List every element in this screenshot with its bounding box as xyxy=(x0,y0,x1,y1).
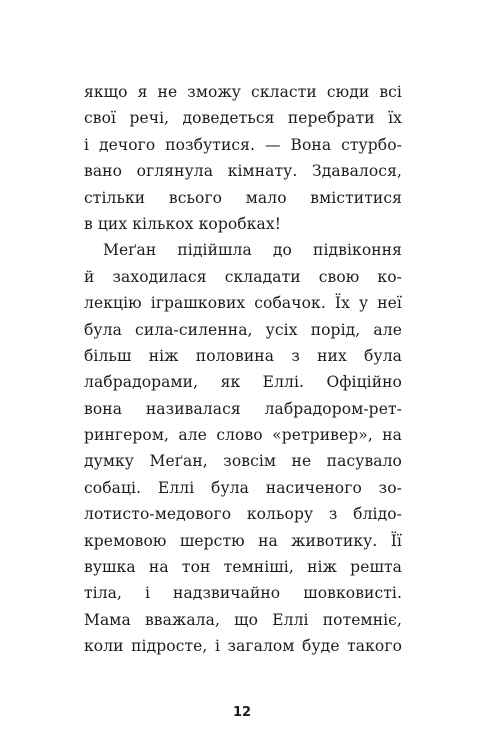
text-line-14: рингером, але слово «ретривер», на xyxy=(84,426,402,445)
text-line-21: Мама вважала, що Еллі потемніє, xyxy=(84,610,402,629)
text-line-2: свої речі, доведеться перебрати їх xyxy=(84,109,402,128)
text-line-5: стільки всього мало вміститися xyxy=(84,188,402,207)
text-line-7: Меґан підійшла до підвіконня xyxy=(103,241,402,260)
text-line-6: в цих кількох коробках! xyxy=(84,214,282,233)
text-line-13: вона називалася лабрадором-рет- xyxy=(84,399,402,418)
text-line-19: вушка на тон темніші, ніж решта xyxy=(84,558,402,577)
text-line-17: лотисто-медового кольору з блідо- xyxy=(84,505,402,524)
text-line-10: була сила-силенна, усіх порід, але xyxy=(84,320,402,339)
text-line-18: кремовою шерстю на животику. Її xyxy=(84,531,402,550)
text-line-15: думку Меґан, зовсім не пасувало xyxy=(84,452,402,471)
text-line-8: й заходилася складати свою ко- xyxy=(84,267,402,286)
text-line-1: якщо я не зможу скласти сюди всі xyxy=(84,83,402,101)
text-line-9: лекцію іграшкових собачок. Їх у неї xyxy=(84,294,402,313)
text-line-12: лабрадорами, як Еллі. Офіційно xyxy=(84,373,402,392)
text-line-11: більш ніж половина з них була xyxy=(84,346,402,365)
body-text xyxy=(84,79,402,660)
text-line-20: тіла, і надзвичайно шовковисті. xyxy=(84,584,402,603)
text-line-3: і дечого позбутися. — Вона стурбо- xyxy=(84,135,402,154)
text-line-22: коли підросте, і загалом буде такого xyxy=(84,637,402,656)
page-number: 12 xyxy=(232,705,252,720)
text-line-4: вано оглянула кімнату. Здавалося, xyxy=(84,162,402,181)
text-line-16: собаці. Еллі була насиченого зо- xyxy=(84,478,402,497)
